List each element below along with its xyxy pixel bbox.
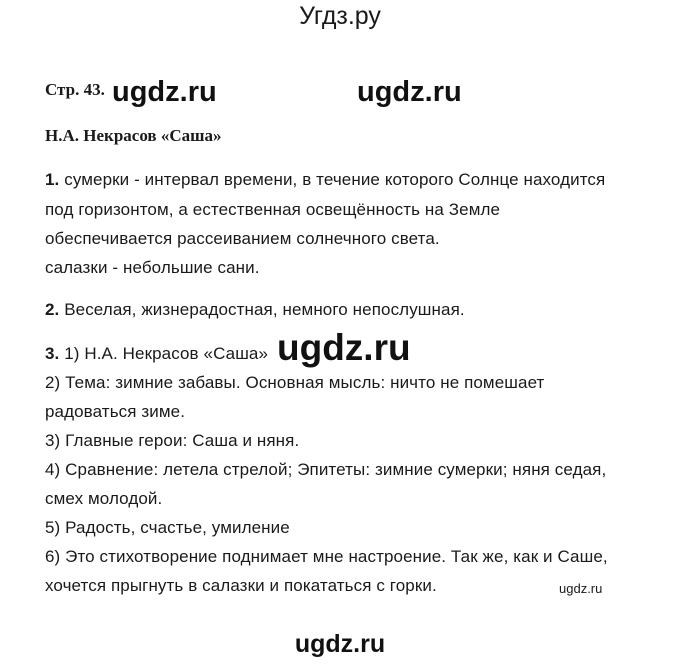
watermark-top-left: ugdz.ru <box>112 76 217 108</box>
answer-2-text: Веселая, жизнерадостная, немного непослушная. <box>59 300 465 319</box>
answer-2-number: 2. <box>45 300 60 319</box>
answer-3-item-1-text: 1) Н.А. Некрасов «Саша» <box>59 344 269 363</box>
answer-3-item-6-line-1: 6) Это стихотворение поднимает мне настроение. Так же, как и Саше, <box>45 547 608 566</box>
watermark-middle: ugdz.ru <box>277 327 411 368</box>
answer-1-number: 1. <box>45 170 60 189</box>
answer-3-item-4-line-2: смех молодой. <box>45 489 163 508</box>
watermark-small-right: ugdz.ru <box>559 581 603 596</box>
answer-3-item-1 <box>45 344 268 364</box>
answer-3-item-2-line-2: радоваться зиме. <box>45 402 186 421</box>
section-heading: Н.А. Некрасов «Саша» <box>45 126 222 145</box>
answer-3-item-6-line-2: хочется прыгнуть в салазки и покататься с горки. <box>45 576 437 595</box>
answer-3-item-2-line-1: 2) Тема: зимние забавы. Основная мысль: ничто не помешает <box>45 373 545 392</box>
answer-3-number: 3. <box>45 344 60 363</box>
answer-1-line-1 <box>45 170 605 190</box>
answer-3-item-4-line-1: 4) Сравнение: летела стрелой; Эпитеты: зимние сумерки; няня седая, <box>45 460 607 479</box>
answer-3-item-3: 3) Главные герои: Саша и няня. <box>45 431 300 450</box>
page-reference: Стр. 43. <box>45 80 105 99</box>
site-title: Угдз.ру <box>299 2 381 30</box>
answer-1-line-2: под горизонтом, а естественная освещённость на Земле <box>45 200 501 219</box>
watermark-bottom: ugdz.ru <box>294 630 386 658</box>
answer-3-item-5: 5) Радость, счастье, умиление <box>45 518 290 537</box>
watermark-top-center: ugdz.ru <box>357 76 462 108</box>
answer-1-text: сумерки - интервал времени, в течение которого Солнце находится <box>59 170 606 189</box>
answer-2 <box>45 300 465 320</box>
answer-1-line-4: салазки - небольшие сани. <box>45 258 260 277</box>
answer-1-line-3: обеспечивается рассеиванием солнечного света. <box>45 229 440 248</box>
